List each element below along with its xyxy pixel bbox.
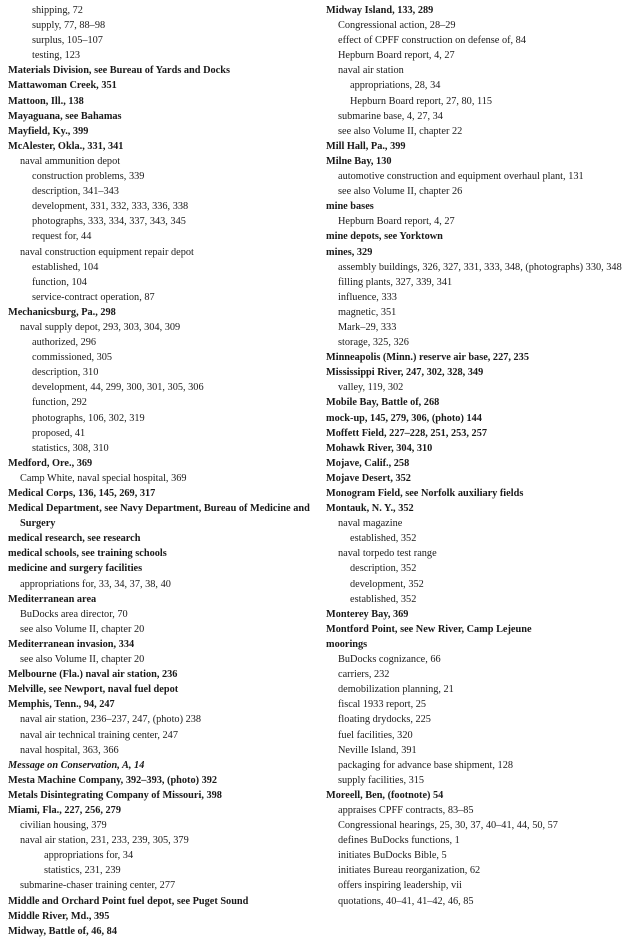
- index-entry: shipping, 72: [32, 5, 83, 16]
- index-entry: mock-up, 145, 279, 306, (photo) 144: [326, 412, 482, 424]
- index-entry: naval torpedo test range: [338, 548, 437, 560]
- index-entry: Middle River, Md., 395: [8, 910, 110, 922]
- index-entry: Monterey Bay, 369: [326, 608, 409, 620]
- index-entry: Melbourne (Fla.) naval air station, 236: [8, 669, 178, 681]
- index-entry: effect of CPFF construction on defense of, 84: [338, 35, 526, 47]
- index-entry: see also Volume II, chapter 20: [20, 654, 145, 666]
- index-entry: Medical Department, see Navy Department, Bureau of Medicine and Surgery: [8, 503, 310, 530]
- index-entry: development, 331, 332, 333, 336, 338: [32, 201, 189, 213]
- index-entry: defines BuDocks functions, 1: [338, 835, 460, 847]
- index-entry: influence, 333: [338, 291, 397, 303]
- index-entry: construction problems, 339: [32, 171, 145, 183]
- index-entry: Congressional hearings, 25, 30, 37, 40–41, 44, 50, 57: [338, 820, 558, 832]
- index-entry: surplus, 105–107: [32, 35, 103, 47]
- index-entry: Medford, Ore., 369: [8, 457, 93, 469]
- index-entry: development, 352: [350, 578, 424, 590]
- index-entry: demobilization planning, 21: [338, 684, 454, 696]
- index-entry: Mohawk River, 304, 310: [326, 442, 433, 454]
- index-entry: Melville, see Newport, naval fuel depot: [8, 684, 179, 696]
- index-column-left: [8, 3, 318, 939]
- index-entry: proposed, 41: [32, 427, 86, 439]
- index-entry: BuDocks area director, 70: [20, 608, 128, 620]
- index-entry: Miami, Fla., 227, 256, 279: [8, 804, 121, 816]
- index-entry: naval air technical training center, 247: [20, 729, 178, 741]
- index-entry: Congressional action, 28–29: [338, 20, 456, 32]
- index-entry: Mesta Machine Company, 392–393, (photo) 392: [8, 774, 218, 786]
- index-entry: mine bases: [326, 201, 374, 213]
- index-entry: see also Volume II, chapter 26: [338, 186, 463, 198]
- index-entry: medical research, see research: [8, 533, 141, 545]
- index-entry: Mechanicsburg, Pa., 298: [8, 306, 116, 318]
- index-entry: Message on Conservation, A, 14: [8, 759, 145, 771]
- index-entry: moorings: [326, 638, 368, 650]
- index-entry: Mississippi River, 247, 302, 328, 349: [326, 367, 484, 379]
- index-entry: development, 44, 299, 300, 301, 305, 306: [32, 382, 204, 394]
- index-entry: Materials Division, see Bureau of Yards and Docks: [8, 65, 230, 77]
- index-entry: description, 310: [32, 367, 99, 379]
- index-entry: appropriations for, 34: [44, 850, 134, 862]
- index-entry: supply facilities, 315: [338, 774, 425, 786]
- index-entry: naval air station, 236–237, 247, (photo) 238: [20, 714, 202, 726]
- index-entry: appraises CPFF contracts, 83–85: [338, 804, 474, 816]
- index-entry: established, 104: [32, 261, 99, 273]
- index-entry: naval ammunition depot: [20, 155, 121, 167]
- index-entry: see also Volume II, chapter 20: [20, 623, 145, 635]
- index-entry: naval hospital, 363, 366: [20, 744, 119, 756]
- index-entry: naval supply depot, 293, 303, 304, 309: [20, 321, 181, 333]
- index-entry: Camp White, naval special hospital, 369: [20, 472, 187, 484]
- index-entry: automotive construction and equipment overhaul plant, 131: [338, 171, 584, 183]
- index-entry: naval air station: [338, 65, 404, 77]
- index-entry: initiates Bureau reorganization, 62: [338, 865, 481, 877]
- index-entry: established, 352: [350, 593, 417, 605]
- index-entry: medical schools, see training schools: [8, 548, 167, 560]
- index-entry: Metals Disintegrating Company of Missouri, 398: [8, 789, 222, 801]
- index-entry: civilian housing, 379: [20, 820, 107, 832]
- index-entry: Hepburn Board report, 4, 27: [338, 216, 455, 228]
- index-entry: Mojave Desert, 352: [326, 472, 411, 484]
- index-entry: Neville Island, 391: [338, 744, 417, 756]
- index-entry: Mobile Bay, Battle of, 268: [326, 397, 440, 409]
- index-entry: statistics, 308, 310: [32, 442, 109, 454]
- index-entry: valley, 119, 302: [338, 382, 404, 394]
- index-entry: Middle and Orchard Point fuel depot, see Puget Sound: [8, 895, 249, 907]
- index-entry: Moreell, Ben, (footnote) 54: [326, 789, 444, 801]
- index-entry: Montauk, N. Y., 352: [326, 503, 414, 515]
- index-entry: Mark–29, 333: [338, 321, 397, 333]
- index-entry: service-contract operation, 87: [32, 291, 155, 303]
- index-entry: packaging for advance base shipment, 128: [338, 759, 513, 771]
- index-entry: quotations, 40–41, 41–42, 46, 85: [338, 895, 474, 907]
- index-entry: function, 104: [32, 276, 87, 288]
- index-entry: fuel facilities, 320: [338, 729, 413, 741]
- index-entry: assembly buildings, 326, 327, 331, 333, 348, (photographs) 330, 348: [338, 261, 622, 273]
- index-entry: floating drydocks, 225: [338, 714, 431, 726]
- index-entry: storage, 325, 326: [338, 337, 409, 349]
- index-entry: Moffett Field, 227–228, 251, 253, 257: [326, 427, 488, 439]
- index-entry: Milne Bay, 130: [326, 155, 392, 167]
- index-entry: mine depots, see Yorktown: [326, 231, 443, 243]
- index-entry: Mattoon, Ill., 138: [8, 95, 84, 107]
- index-entry: request for, 44: [32, 231, 92, 243]
- index-entry: Hepburn Board report, 27, 80, 115: [350, 95, 493, 107]
- index-entry: photographs, 106, 302, 319: [32, 412, 145, 424]
- index-entry: testing, 123: [32, 50, 81, 62]
- index-entry: function, 292: [32, 397, 87, 409]
- index-entry: filling plants, 327, 339, 341: [338, 276, 453, 288]
- index-entry: McAlester, Okla., 331, 341: [8, 140, 124, 152]
- index-entry: naval magazine: [338, 518, 403, 530]
- index-entry: photographs, 333, 334, 337, 343, 345: [32, 216, 186, 228]
- index-entry: Midway Island, 133, 289: [326, 5, 434, 16]
- index-entry: BuDocks cognizance, 66: [338, 654, 441, 666]
- index-entry: Mill Hall, Pa., 399: [326, 140, 406, 152]
- index-entry: Mayaguana, see Bahamas: [8, 110, 122, 122]
- index-entry: naval construction equipment repair depot: [20, 246, 194, 258]
- index-entry: carriers, 232: [338, 669, 390, 681]
- index-entry: medicine and surgery facilities: [8, 563, 143, 575]
- index-entry: see also Volume II, chapter 22: [338, 125, 463, 137]
- index-entry: description, 341–343: [32, 186, 119, 198]
- index-entry: supply, 77, 88–98: [32, 20, 106, 32]
- index-entry: appropriations for, 33, 34, 37, 38, 40: [20, 578, 171, 590]
- index-entry: Mediterranean invasion, 334: [8, 638, 135, 650]
- index-entry: Mediterranean area: [8, 593, 97, 605]
- index-entry: Montford Point, see New River, Camp Lejeune: [326, 623, 532, 635]
- index-entry: naval air station, 231, 233, 239, 305, 379: [20, 835, 189, 847]
- index-entry: established, 352: [350, 533, 417, 545]
- index-entry: magnetic, 351: [338, 306, 397, 318]
- index-entry: Medical Corps, 136, 145, 269, 317: [8, 488, 156, 499]
- index-entry: mines, 329: [326, 246, 373, 258]
- index-entry: Minneapolis (Minn.) reserve air base, 227, 235: [326, 352, 529, 364]
- index-entry: Memphis, Tenn., 94, 247: [8, 699, 115, 711]
- index-entry: description, 352: [350, 563, 417, 575]
- index-entry: commissioned, 305: [32, 352, 113, 364]
- index-entry: appropriations, 28, 34: [350, 80, 441, 92]
- index-entry: Mattawoman Creek, 351: [8, 80, 117, 92]
- index-column-right: [326, 3, 636, 909]
- index-entry: submarine-chaser training center, 277: [20, 880, 176, 892]
- index-entry: Midway, Battle of, 46, 84: [8, 925, 117, 937]
- index-entry: authorized, 296: [32, 337, 97, 349]
- index-entry: offers inspiring leadership, vii: [338, 880, 462, 892]
- index-entry: initiates BuDocks Bible, 5: [338, 850, 447, 862]
- index-entry: statistics, 231, 239: [44, 865, 121, 877]
- index-entry: Mayfield, Ky., 399: [8, 125, 89, 137]
- index-entry: Monogram Field, see Norfolk auxiliary fields: [326, 488, 524, 499]
- index-entry: Mojave, Calif., 258: [326, 457, 410, 469]
- index-entry: Hepburn Board report, 4, 27: [338, 50, 455, 62]
- index-entry: submarine base, 4, 27, 34: [338, 110, 443, 122]
- index-entry: fiscal 1933 report, 25: [338, 699, 427, 711]
